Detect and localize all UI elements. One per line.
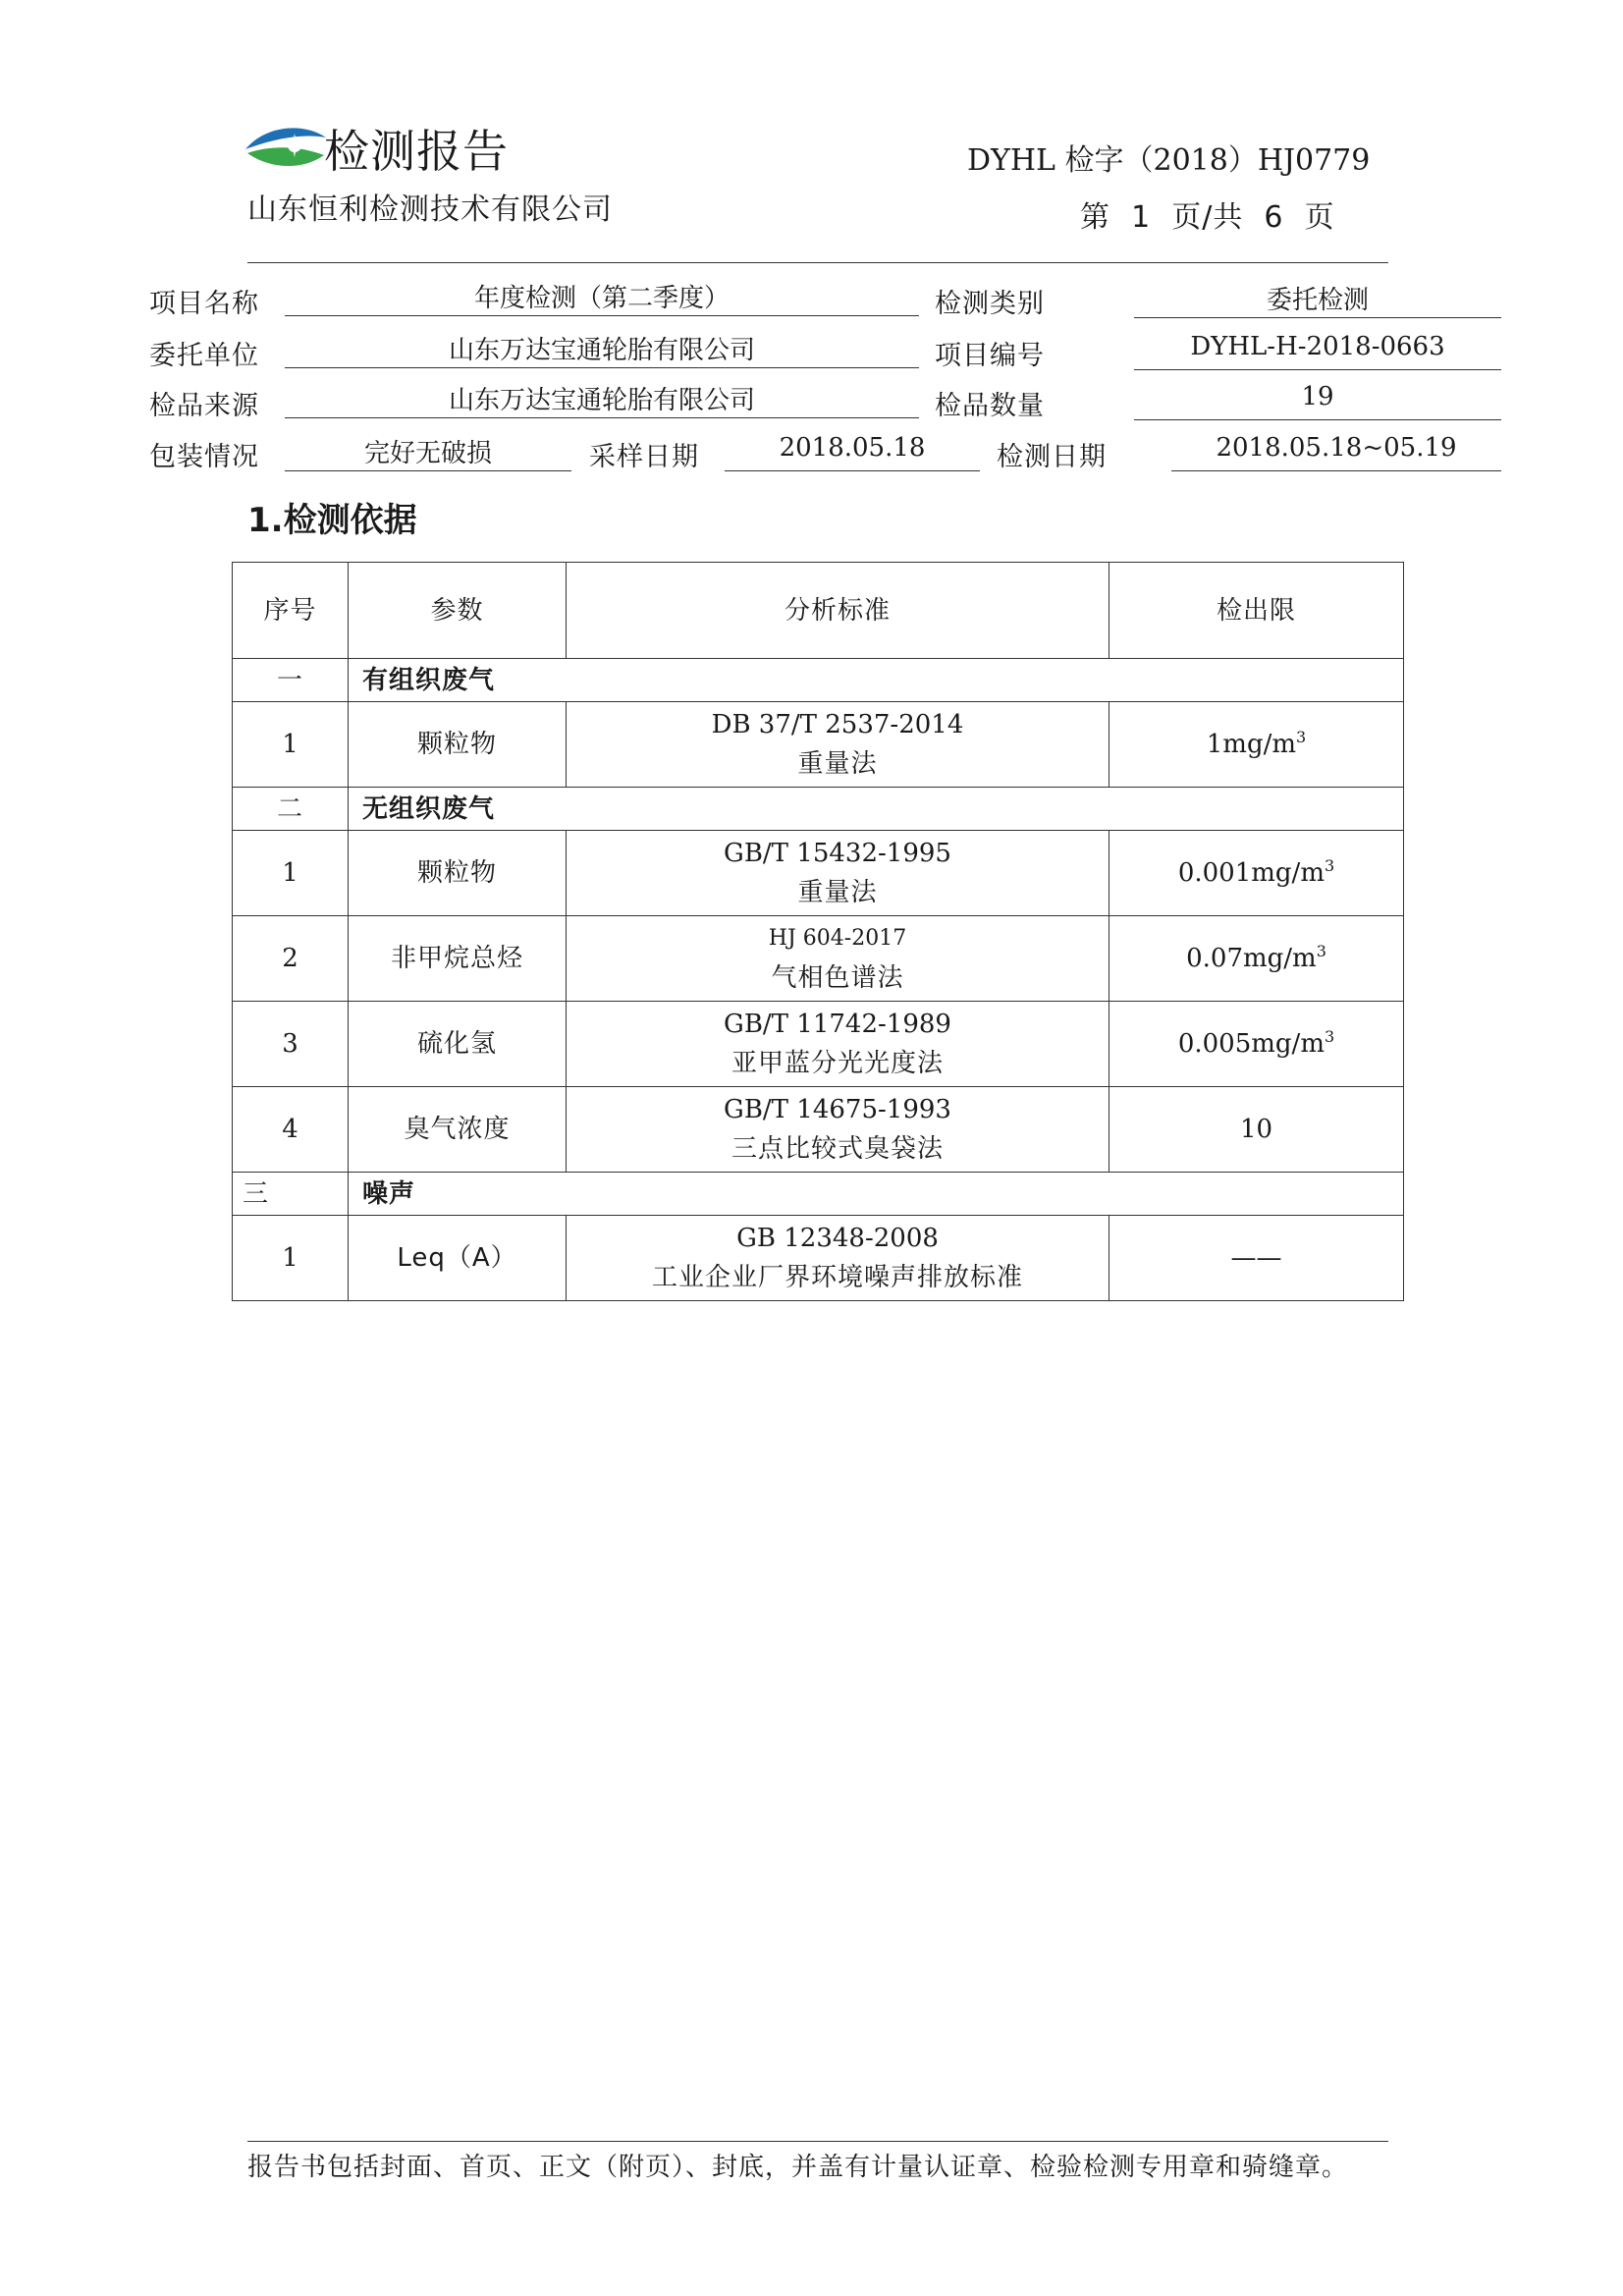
row-limit xyxy=(1109,916,1404,1002)
section-name: 有组织废气 xyxy=(349,659,1404,702)
report-title: 检测报告 xyxy=(324,125,509,178)
table-row xyxy=(233,702,1404,788)
section-no: 一 xyxy=(233,659,349,702)
row-no: 1 xyxy=(233,702,349,788)
sample-count-value: 19 xyxy=(1134,382,1501,420)
row-no: 1 xyxy=(233,1216,349,1301)
sample-source-label: 检品来源 xyxy=(149,391,259,421)
row-limit xyxy=(1109,831,1404,916)
header-no: 序号 xyxy=(233,563,349,659)
limit-unit-exponent: 3 xyxy=(1324,856,1335,875)
standard-method: 重量法 xyxy=(797,878,878,907)
row-param: 硫化氢 xyxy=(349,1002,567,1087)
test-date-label: 检测日期 xyxy=(997,442,1107,472)
standard-method: 三点比较式臭袋法 xyxy=(730,1134,944,1164)
row-param: 颗粒物 xyxy=(349,831,567,916)
packaging-label: 包装情况 xyxy=(149,442,259,472)
row-standard xyxy=(567,1216,1109,1301)
row-standard xyxy=(567,916,1109,1002)
limit-unit-exponent: 3 xyxy=(1324,1027,1335,1046)
row-param: 臭气浓度 xyxy=(349,1087,567,1173)
table-row xyxy=(233,916,1404,1002)
row-no: 1 xyxy=(233,831,349,916)
row-param: Leq（A） xyxy=(349,1216,567,1301)
company-logo-icon xyxy=(243,116,328,175)
limit-unit-exponent: 3 xyxy=(1316,942,1326,960)
packaging-value: 完好无破损 xyxy=(285,433,571,471)
table-section-row xyxy=(233,659,1404,702)
row-no: 2 xyxy=(233,916,349,1002)
table-section-row xyxy=(233,1173,1404,1216)
table-row xyxy=(233,831,1404,916)
standard-code: DB 37/T 2537-2014 xyxy=(711,710,964,739)
limit-value: 10 xyxy=(1239,1115,1273,1144)
sample-source-value: 山东万达宝通轮胎有限公司 xyxy=(285,380,919,418)
page-info: 第 1 页/共 6 页 xyxy=(1080,200,1335,235)
section-title: 1.检测依据 xyxy=(247,501,417,540)
test-type-label: 检测类别 xyxy=(935,289,1045,319)
sampling-date-value: 2018.05.18 xyxy=(725,433,980,471)
table-row xyxy=(233,1216,1404,1301)
row-limit xyxy=(1109,702,1404,788)
table-section-row xyxy=(233,788,1404,831)
testing-basis-table xyxy=(232,562,1404,1301)
row-standard xyxy=(567,1002,1109,1087)
header-divider xyxy=(247,262,1388,263)
standard-method: 亚甲蓝分光光度法 xyxy=(730,1049,944,1078)
header-param: 参数 xyxy=(349,563,567,659)
standard-code: GB/T 15432-1995 xyxy=(724,839,951,868)
row-no: 4 xyxy=(233,1087,349,1173)
row-standard xyxy=(567,1087,1109,1173)
test-type-value: 委托检测 xyxy=(1134,280,1501,318)
header-limit: 检出限 xyxy=(1109,563,1404,659)
limit-unit-exponent: 3 xyxy=(1296,728,1307,746)
table-header-row xyxy=(233,563,1404,659)
section-no: 二 xyxy=(233,788,349,831)
table-row xyxy=(233,1087,1404,1173)
table-row xyxy=(233,1002,1404,1087)
section-no: 三 xyxy=(233,1173,349,1216)
row-param: 颗粒物 xyxy=(349,702,567,788)
standard-code: HJ 604-2017 xyxy=(768,926,907,951)
sample-count-label: 检品数量 xyxy=(935,391,1045,421)
footer-note: 报告书包括封面、首页、正文（附页）、封底，并盖有计量认证章、检验检测专用章和骑缝章。 xyxy=(247,2153,1349,2182)
limit-value: 1mg/m xyxy=(1206,730,1297,759)
row-limit xyxy=(1109,1002,1404,1087)
report-number: DYHL 检字（2018）HJ0779 xyxy=(967,143,1371,178)
row-param: 非甲烷总烃 xyxy=(349,916,567,1002)
section-name: 无组织废气 xyxy=(349,788,1404,831)
project-no-value: DYHL-H-2018-0663 xyxy=(1134,332,1501,370)
row-standard xyxy=(567,702,1109,788)
standard-code: GB 12348-2008 xyxy=(736,1224,939,1253)
company-name: 山东恒利检测技术有限公司 xyxy=(247,192,613,227)
sampling-date-label: 采样日期 xyxy=(589,442,699,472)
section-name: 噪声 xyxy=(349,1173,1404,1216)
standard-method: 工业企业厂界环境噪声排放标准 xyxy=(651,1263,1023,1292)
row-standard xyxy=(567,831,1109,916)
limit-value: —— xyxy=(1230,1243,1282,1273)
row-no: 3 xyxy=(233,1002,349,1087)
client-label: 委托单位 xyxy=(149,341,259,371)
limit-value: 0.005mg/m xyxy=(1177,1029,1325,1059)
standard-method: 气相色谱法 xyxy=(771,963,904,993)
standard-code: GB/T 14675-1993 xyxy=(724,1095,951,1124)
header-standard: 分析标准 xyxy=(567,563,1109,659)
project-no-label: 项目编号 xyxy=(935,341,1045,371)
footer-divider xyxy=(247,2141,1388,2142)
test-date-value: 2018.05.18~05.19 xyxy=(1171,433,1501,471)
client-value: 山东万达宝通轮胎有限公司 xyxy=(285,330,919,368)
row-limit xyxy=(1109,1216,1404,1301)
limit-value: 0.07mg/m xyxy=(1186,944,1317,973)
standard-method: 重量法 xyxy=(797,749,878,779)
limit-value: 0.001mg/m xyxy=(1177,858,1325,888)
project-name-label: 项目名称 xyxy=(149,289,259,319)
row-limit xyxy=(1109,1087,1404,1173)
project-name-value: 年度检测（第二季度） xyxy=(285,278,919,316)
standard-code: GB/T 11742-1989 xyxy=(724,1010,951,1039)
